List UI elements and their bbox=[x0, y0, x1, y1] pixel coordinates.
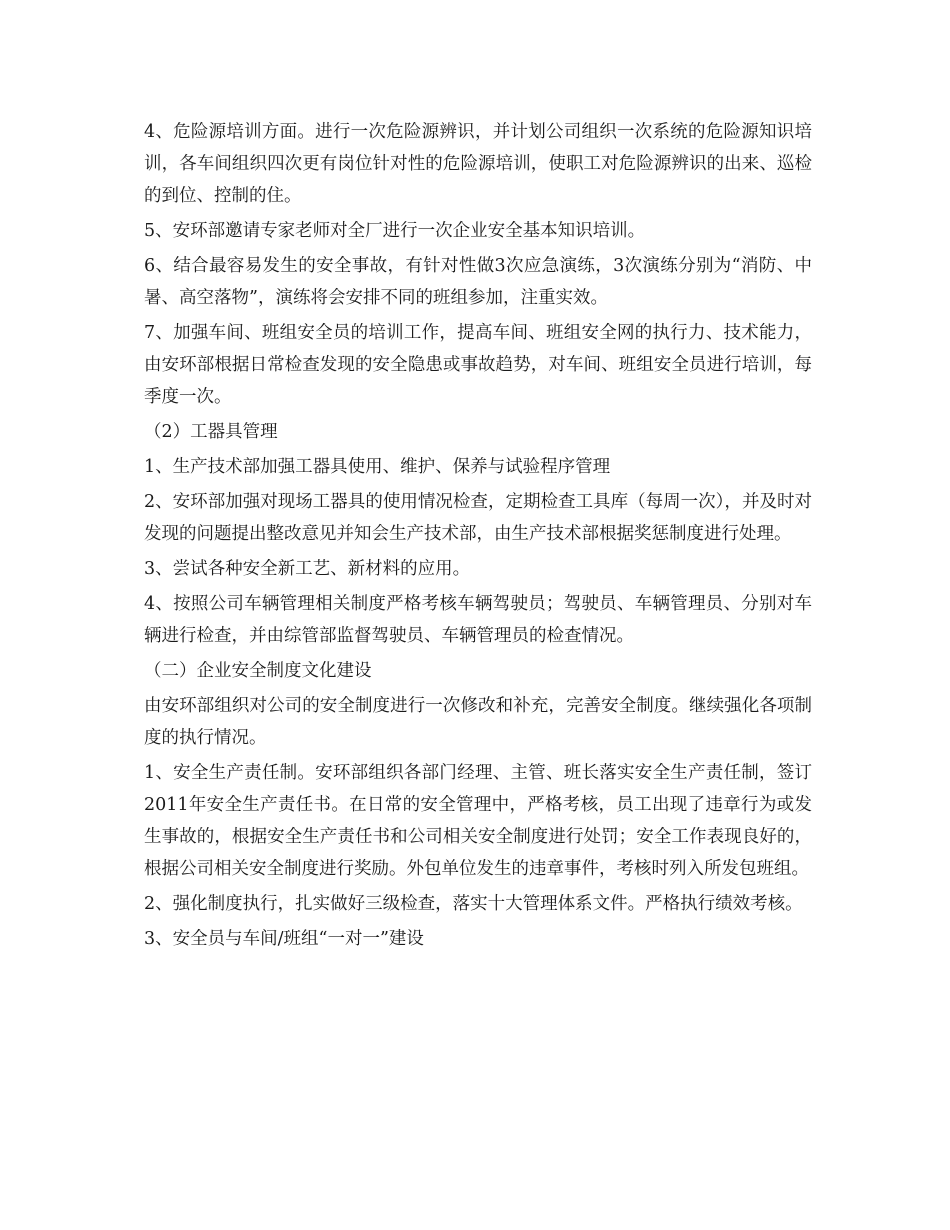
paragraph-safety-system-revision: 由安环部组织对公司的安全制度进行一次修改和补充，完善安全制度。继续强化各项制度的执行情况。 bbox=[144, 696, 812, 748]
paragraph-emergency-drills: 6、结合最容易发生的安全事故，有针对性做3次应急演练，3次演练分别为“消防、中暑、高空落物”，演练将会安排不同的班组参加，注重实效。 bbox=[144, 256, 812, 308]
paragraph-one-to-one: 3、安全员与车间/班组“一对一”建设 bbox=[144, 929, 424, 949]
paragraph-expert-training: 5、安环部邀请专家老师对全厂进行一次企业安全基本知识培训。 bbox=[144, 221, 646, 241]
section-heading-safety-culture: （二）企业安全制度文化建设 bbox=[144, 661, 372, 681]
paragraph-system-execution: 2、强化制度执行，扎实做好三级检查，落实十大管理体系文件。严格执行绩效考核。 bbox=[144, 894, 803, 914]
paragraph-safety-officer-training: 7、加强车间、班组安全员的培训工作，提高车间、班组安全网的执行力、技术能力，由安环部根据日常检查发现的安全隐患或事故趋势，对车间、班组安全员进行培训，每季度一次。 bbox=[144, 323, 812, 407]
section-heading-tools: （2）工器具管理 bbox=[144, 422, 278, 442]
paragraph-responsibility-system: 1、安全生产责任制。安环部组织各部门经理、主管、班长落实安全生产责任制，签订2011年安全生产责任书。在日常的安全管理中，严格考核，员工出现了违章行为或发生事故的，根据安全生产责任书和公司相关安全制度进行处罚；安全工作表现良好的，根据公司相关安全制度进行奖励。外包单位发生的违章事件，考核时列入所发包班组。 bbox=[144, 763, 812, 879]
paragraph-vehicle-management: 4、按照公司车辆管理相关制度严格考核车辆驾驶员；驾驶员、车辆管理员、分别对车辆进行检查，并由综管部监督驾驶员、车辆管理员的检查情况。 bbox=[144, 594, 812, 646]
paragraph-hazard-training: 4、危险源培训方面。进行一次危险源辨识，并计划公司组织一次系统的危险源知识培训，各车间组织四次更有岗位针对性的危险源培训，使职工对危险源辨识的出来、巡检的到位、控制的住。 bbox=[144, 122, 812, 206]
paragraph-new-materials: 3、尝试各种安全新工艺、新材料的应用。 bbox=[144, 559, 471, 579]
document-page bbox=[144, 116, 812, 958]
paragraph-tool-management: 1、生产技术部加强工器具使用、维护、保养与试验程序管理 bbox=[144, 457, 611, 477]
paragraph-tool-inspection: 2、安环部加强对现场工器具的使用情况检查，定期检查工具库（每周一次），并及时对发现的问题提出整改意见并知会生产技术部，由生产技术部根据奖惩制度进行处理。 bbox=[144, 492, 812, 544]
